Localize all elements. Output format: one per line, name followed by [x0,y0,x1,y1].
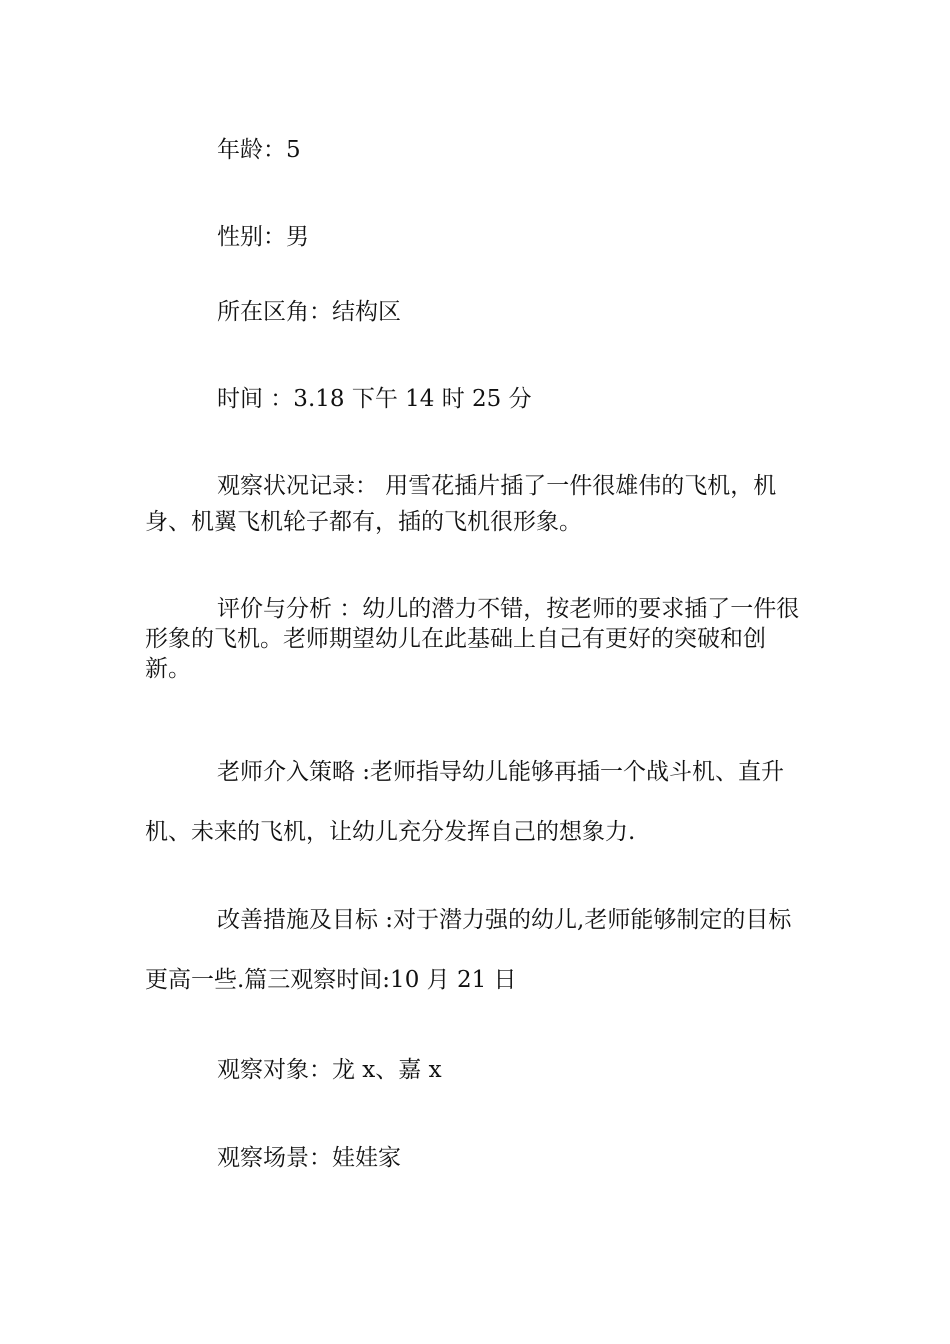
observation-subject-line: 观察对象：龙 x、嘉 x [217,1057,442,1083]
observation-scene-line: 观察场景：娃娃家 [217,1145,401,1171]
observation-record-paragraph: 观察状况记录： 用雪花插片插了一件很雄伟的飞机，机身、机翼飞机轮子都有，插的飞机很形象。 [145,473,777,535]
time-line: 时间 ：3.18 下午 14 时 25 分 [217,386,532,412]
area-line: 所在区角：结构区 [217,299,401,325]
gender-line: 性别：男 [217,224,309,250]
evaluation-analysis-paragraph: 评价与分析 ：幼儿的潜力不错，按老师的要求插了一件很形象的飞机。老师期望幼儿在此基础上自己有更好的突破和创新。 [145,596,800,682]
improvement-measures-paragraph: 改善措施及目标 :对于潜力强的幼儿,老师能够制定的目标更高一些.篇三观察时间:10 月 21 日 [145,907,792,993]
teacher-intervention-paragraph: 老师介入策略 :老师指导幼儿能够再插一个战斗机、直升机、未来的飞机，让幼儿充分发挥自己的想象力. [145,759,785,845]
age-line: 年龄：5 [217,137,301,163]
